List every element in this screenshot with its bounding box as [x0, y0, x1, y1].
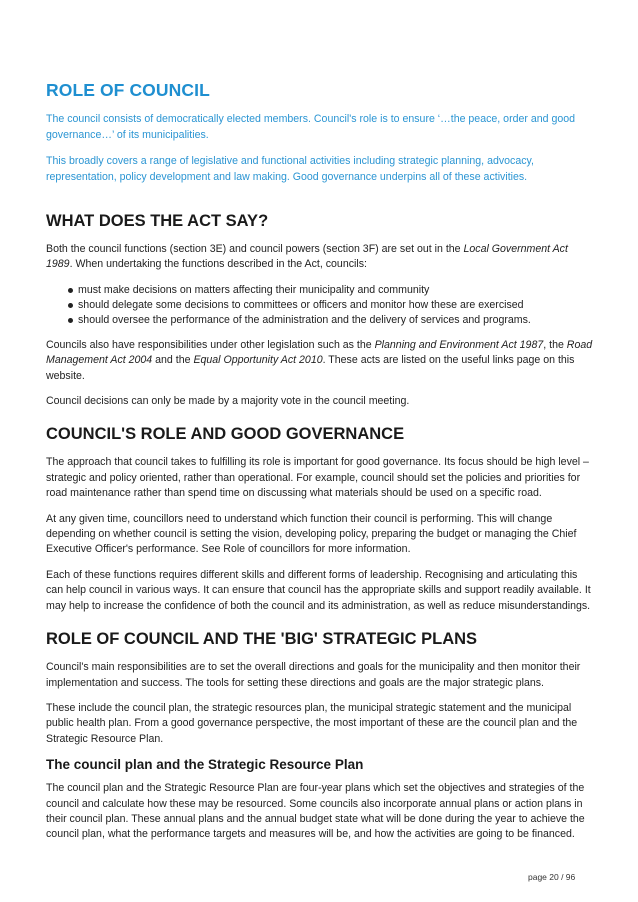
list-item: [68, 298, 596, 313]
plans-paragraph-2: These include the council plan, the strategic resources plan, the municipal strategic statement and the municipal public health plan. From a good governance perspective, the most important of these are the council plan and the Strategic Resource Plan.: [46, 701, 578, 745]
council-duties-list: [46, 283, 596, 328]
act-p1-italic: Local Government Act 1989: [46, 243, 568, 271]
act-p2-text-a: Councils also have responsibilities under other legislation such as the: [46, 338, 375, 351]
governance-paragraph-1: The approach that council takes to fulfilling its role is important for good governance. Its focus should be high level – strategic and policy oriented, rather than operational. For example, council should set the policies and priorities for road maintenance rather than spend time on discussing what materials should be used on a specific road.: [46, 456, 589, 500]
list-item-text: should delegate some decisions to committees or officers and monitor how these are exercised: [78, 298, 524, 311]
act-p1-text-b: . When undertaking the functions described in the Act, councils:: [69, 258, 367, 271]
heading-role-of-council: ROLE OF COUNCIL: [46, 80, 210, 100]
subheading-council-plan: The council plan and the Strategic Resource Plan: [46, 757, 364, 773]
intro-paragraph-1: The council consists of democratically elected members. Council's role is to ensure ‘…the peace, order and good governance…’ of its municipalities.: [46, 113, 576, 141]
act-p2-italic-3: Equal Opportunity Act 2010: [193, 354, 323, 367]
page-number: page 20 / 96: [528, 872, 576, 882]
act-p2-text-d: . These acts are listed on the useful links page on this website.: [46, 354, 575, 382]
act-p2-italic-1: Planning and Environment Act 1987: [374, 338, 544, 351]
act-paragraph-2: [46, 338, 596, 384]
list-item-text: must make decisions on matters affecting their municipality and community: [78, 283, 430, 296]
act-p2-italic-2: Road Management Act 2004: [46, 338, 593, 367]
document-page: [46, 80, 596, 853]
bullet-icon: [68, 288, 73, 293]
act-p2-text-b: , the: [543, 338, 567, 351]
bullet-icon: [68, 318, 73, 323]
list-item: [68, 313, 596, 328]
act-p2-text-c: and the: [152, 354, 194, 367]
intro-paragraph-2: This broadly covers a range of legislative and functional activities including strategic planning, advocacy, representation, policy development and law making. Good governance underpins all of these activities.: [46, 155, 534, 183]
heading-what-does-the-act-say: WHAT DOES THE ACT SAY?: [46, 212, 269, 230]
governance-paragraph-2: At any given time, councillors need to understand which function their council is performing. This will change depending on whether council is setting the vision, developing policy, preparing the budget or managing the Chief Executive Officer's performance. See Role of councillors for more information.: [46, 512, 577, 556]
governance-paragraph-3: Each of these functions requires different skills and different forms of leadership. Recognising and articulating this can help council in various ways. It can ensure that council has the appropriate skills and support readily available. It may help to increase the confidence of both the council and its administration, as well as reduce misunderstandings.: [46, 568, 591, 612]
bullet-icon: [68, 303, 73, 308]
act-paragraph-3: Council decisions can only be made by a majority vote in the council meeting.: [46, 395, 410, 408]
list-item: [68, 283, 596, 298]
heading-councils-role-and-governance: COUNCIL'S ROLE AND GOOD GOVERNANCE: [46, 425, 405, 444]
plans-paragraph-1: Council's main responsibilities are to set the overall directions and goals for the municipality and then monitor their implementation and success. The tools for setting these directions and goals are the major strategic plans.: [46, 661, 581, 689]
act-p1-text-a: Both the council functions (section 3E) and council powers (section 3F) are set out in the: [46, 243, 464, 255]
act-paragraph-1: [46, 242, 596, 273]
council-plan-paragraph: The council plan and the Strategic Resource Plan are four-year plans which set the objectives and strategies of the council and calculate how these may be resourced. Some councils also incorporate annual plans or action plans in their council plan. These annual plans and the annual budget state what will be done during the year to achieve the council plan, what the performance targets and measures will be, and how the activities are going to be financed.: [46, 782, 585, 841]
heading-strategic-plans: ROLE OF COUNCIL AND THE 'BIG' STRATEGIC PLANS: [46, 630, 478, 649]
list-item-text: should oversee the performance of the administration and the delivery of services and programs.: [78, 313, 531, 326]
